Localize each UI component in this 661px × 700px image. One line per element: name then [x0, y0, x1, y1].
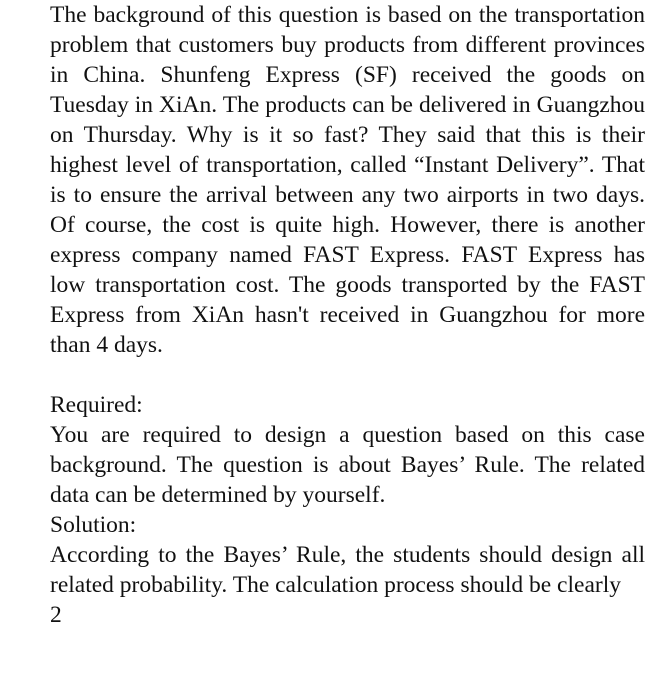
- background-paragraph: The background of this question is based on the transportation problem that customers buy products from different provinces in China. Shunfeng Express (SF) received the goods on Tuesday in XiAn. The products can be delivered in Guangzhou on Thursday. Why is it so fast? They said that this is their highest level of transportation, called “Instant Delivery”. That is to ensure the arrival between any two airports in two days. Of course, the cost is quite high. However, there is another express company named FAST Express. FAST Express has low transportation cost. The goods transported by the FAST Express from XiAn hasn't received in Guangzhou for more than 4 days.: [50, 2, 645, 358]
- solution-heading: Solution:: [50, 512, 137, 538]
- required-paragraph: You are required to design a question based on this case background. The question is about Bayes’ Rule. The related data can be determined by yourself.: [50, 422, 645, 508]
- document-body: [50, 0, 645, 630]
- required-heading: Required:: [50, 392, 143, 418]
- page-number: 2: [50, 602, 62, 628]
- solution-paragraph: According to the Bayes’ Rule, the students should design all related probability. The calculation process should be clearly: [50, 542, 645, 598]
- paragraph-gap: [50, 360, 645, 390]
